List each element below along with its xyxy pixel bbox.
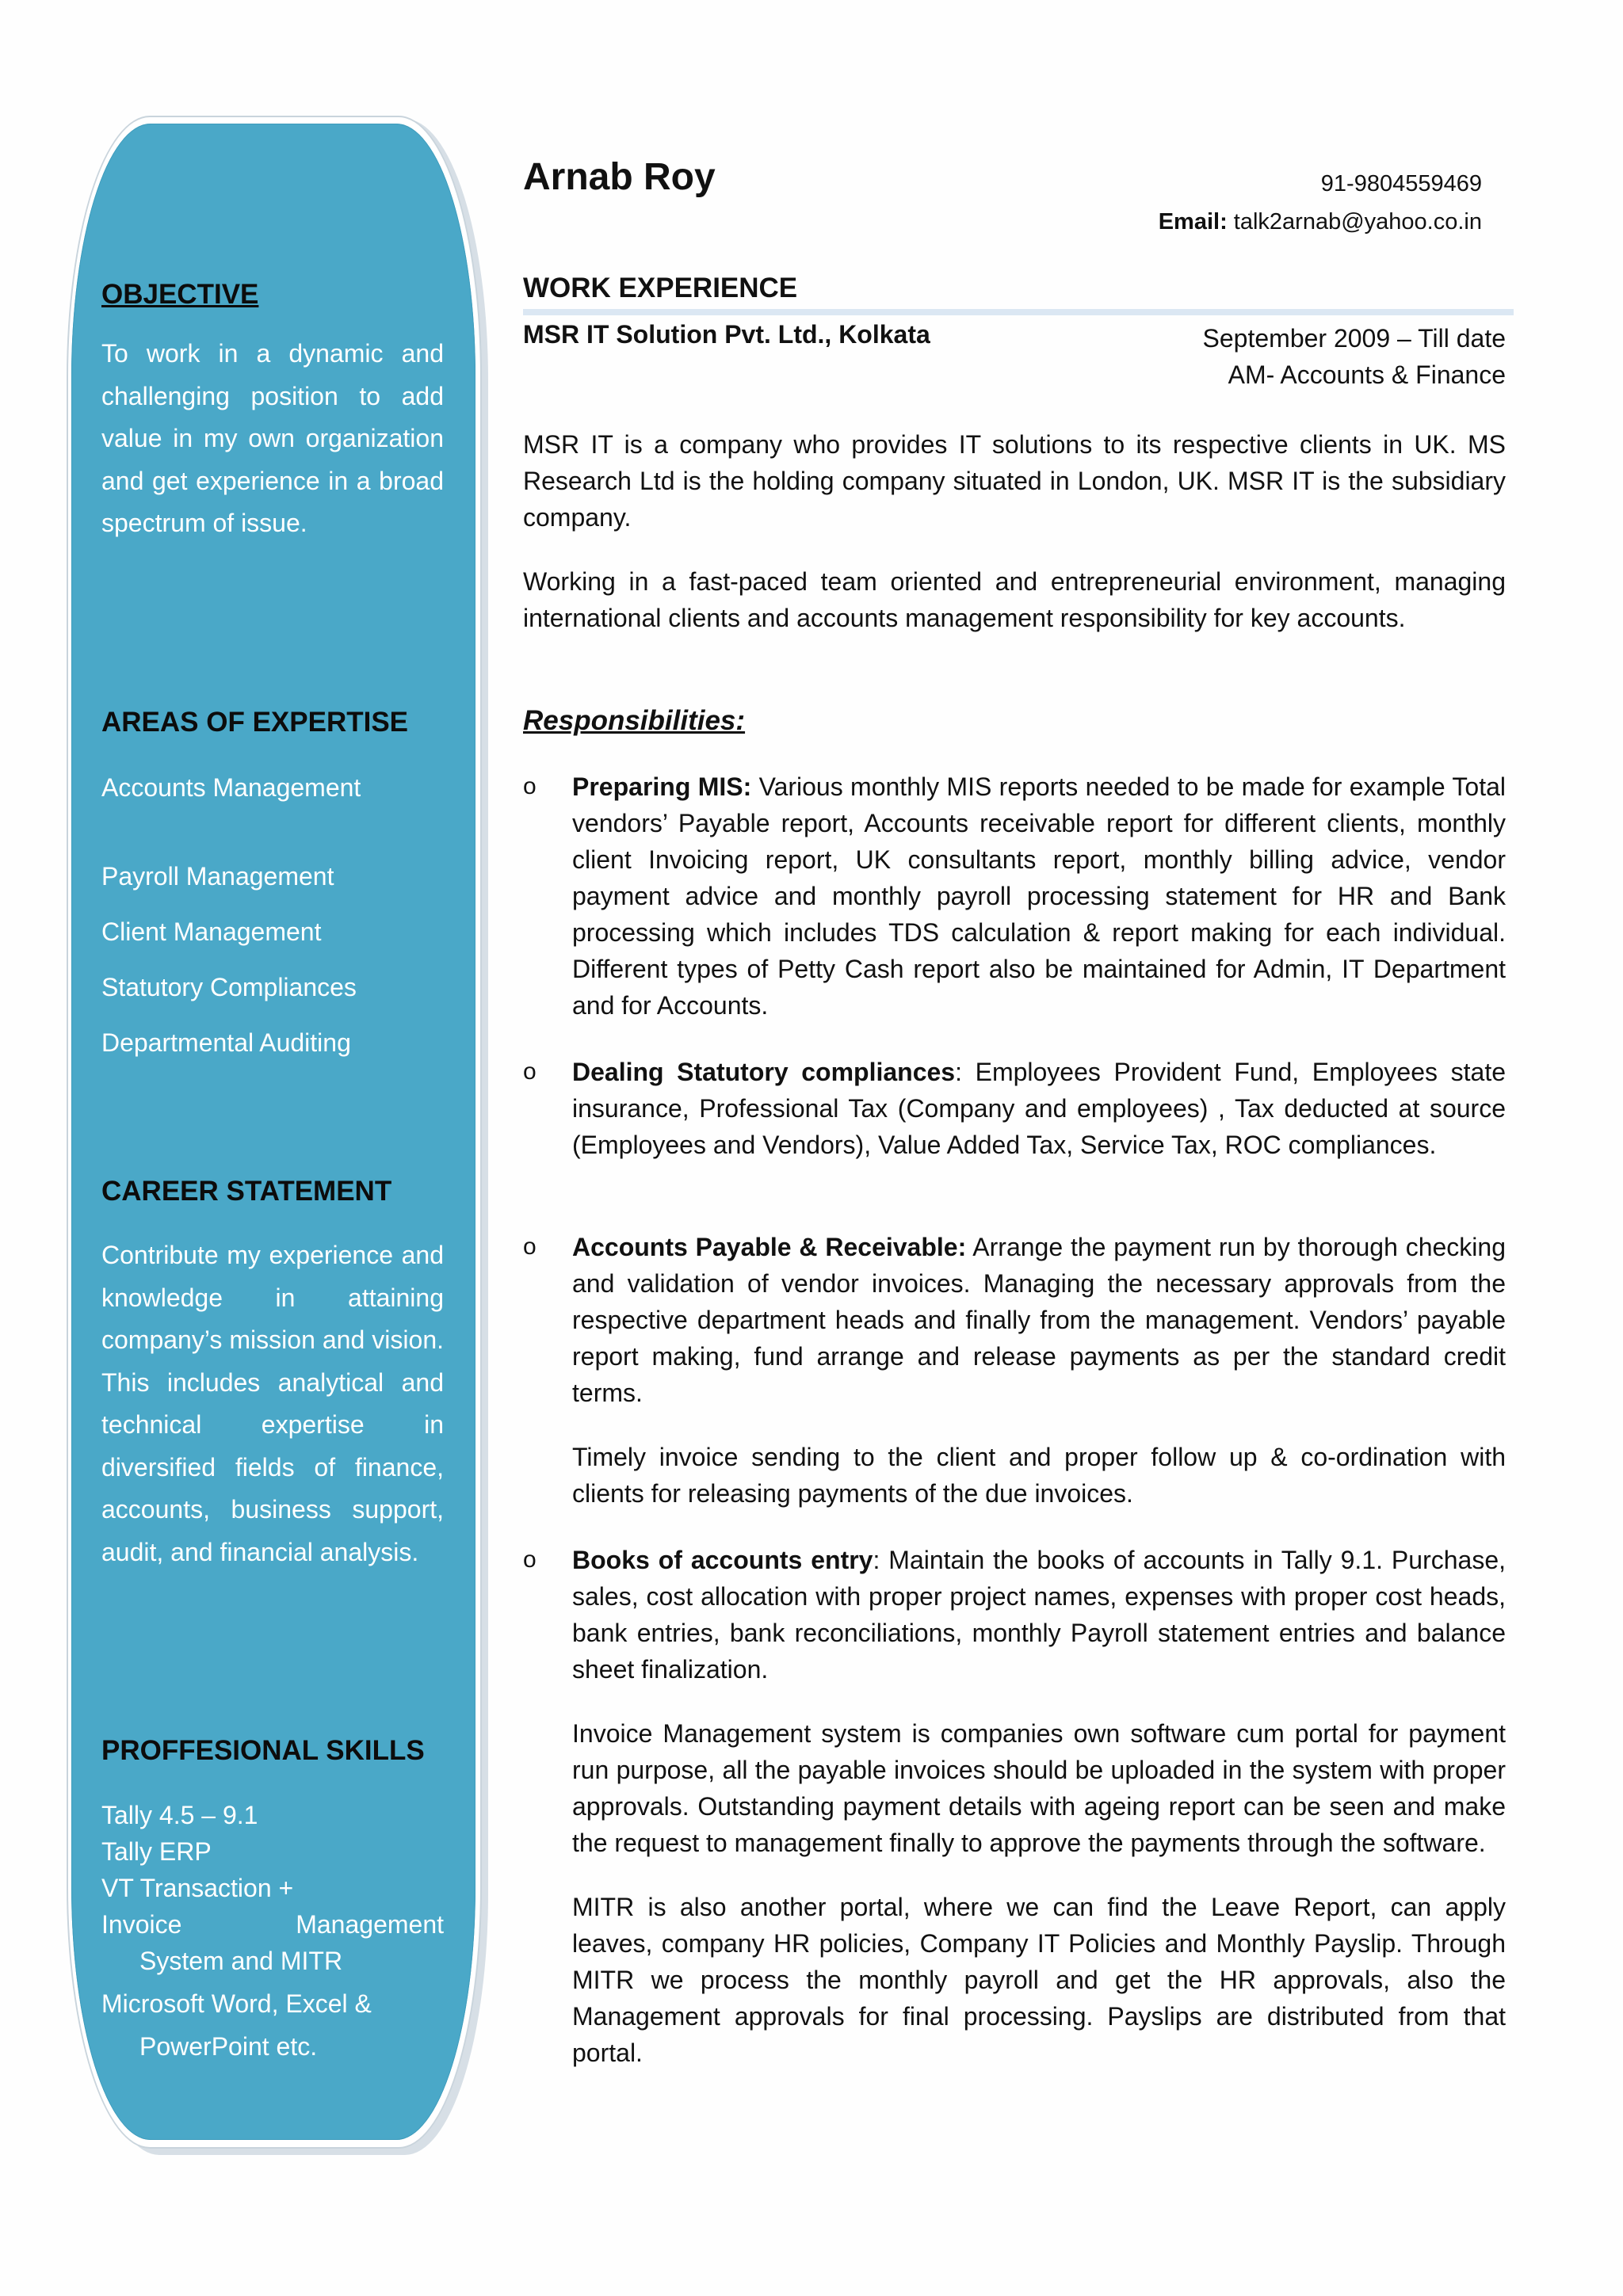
responsibility-extra: MITR is also another portal, where we can find the Leave Report, can apply leaves, company HR policies, Company IT Policies and Monthly Payslip. Through MITR we process the monthly payroll and get the HR approvals, also the Management approvals for final processing. Payslips are distributed from that portal. — [572, 1893, 1506, 2067]
skill-line: System and MITR — [139, 1947, 343, 1975]
career-text: Contribute my experience and knowledge in attaining company’s mission and vision. This includes analytical and technical expertise in diversified fields of finance, accounts, business support, audit, and financial analysis. — [101, 1241, 444, 1566]
bullet-icon: o — [523, 1547, 537, 1573]
responsibility-extra: Invoice Management system is companies own software cum portal for payment run purpose, all the payable invoices should be uploaded in the system with proper approvals. Outstanding payment details with ageing report can be seen and make the request to management finally to approve the payments through the software. — [572, 1719, 1506, 1857]
career-section — [101, 1176, 444, 1573]
work-experience-heading: WORK EXPERIENCE — [523, 273, 798, 303]
skill-line: Microsoft Word, Excel & — [101, 1989, 372, 2018]
skill-line: PowerPoint etc. — [139, 2032, 318, 2061]
company-intro: MSR IT is a company who provides IT solutions to its respective clients in UK. MS Research Ltd is the holding company situated in London, UK. MSR IT is the subsidiary company. — [523, 430, 1506, 532]
skill-word: Management — [296, 1910, 444, 1939]
objective-text: To work in a dynamic and challenging position to add value in my own organization and get experience in a broad spectrum of issue. — [101, 339, 444, 537]
email-label: Email: — [1158, 209, 1228, 235]
responsibilities-heading: Responsibilities: — [523, 705, 746, 736]
work-environment: Working in a fast-paced team oriented and entrepreneurial environment, managing international clients and accounts management responsibility for key accounts. — [523, 567, 1506, 632]
bullet-icon: o — [523, 773, 537, 799]
expertise-item: Accounts Management — [101, 773, 361, 802]
responsibility-text — [572, 1542, 1506, 1688]
skills-section — [101, 1735, 444, 2065]
expertise-heading: AREAS OF EXPERTISE — [101, 707, 409, 738]
skill-line: VT Transaction + — [101, 1874, 294, 1902]
email-address: talk2arnab@yahoo.co.in — [1233, 209, 1482, 235]
responsibility-text — [572, 1229, 1506, 1411]
skills-heading: PROFFESIONAL SKILLS — [101, 1735, 425, 1766]
expertise-item: Payroll Management — [101, 862, 334, 891]
expertise-item: Statutory Compliances — [101, 973, 357, 1001]
skill-line — [101, 1906, 444, 1943]
responsibility-title: Dealing Statutory compliances — [572, 1058, 956, 1086]
section-divider — [523, 309, 1514, 315]
job-period: September 2009 – Till date — [1202, 324, 1506, 353]
career-heading: CAREER STATEMENT — [101, 1176, 392, 1207]
responsibility-extra: Timely invoice sending to the client and proper follow up & co-ordination with clients for releasing payments of the due invoices. — [572, 1443, 1506, 1508]
responsibility-body: Arrange the payment run by thorough checking and validation of vendor invoices. Managing the necessary approvals from the respective department heads and finally from the management. Vendors’ payable report making, fund arrange and release payments as per the standard credit terms. — [572, 1233, 1506, 1407]
responsibility-text — [572, 1054, 1506, 1163]
objective-section — [101, 279, 444, 545]
responsibility-text — [572, 769, 1506, 1024]
responsibility-item — [572, 1229, 1506, 1512]
email-line — [1159, 209, 1482, 235]
responsibility-item — [572, 1054, 1506, 1163]
phone-number: 91-9804559469 — [1320, 171, 1482, 196]
skill-line: Tally 4.5 – 9.1 — [101, 1801, 258, 1829]
job-meta — [1203, 320, 1506, 393]
responsibility-body: : Employees Provident Fund, Employees state insurance, Professional Tax (Company and employees) , Tax deducted at source (Employees and Vendors), Value Added Tax, Service Tax, ROC compliances. — [572, 1058, 1507, 1159]
responsibility-body: Various monthly MIS reports needed to be made for example Total vendors’ Payable report, Accounts receivable report for different clients, monthly client Invoicing report, UK consultants report, monthly billing advice, vendor payment advice and monthly payroll processing statement for HR and Bank processing which includes TDS calculation & report making for each individual. Different types of Petty Cash report also be maintained for Admin, IT Department and for Accounts. — [572, 772, 1507, 1020]
skill-word: Invoice — [101, 1910, 182, 1939]
responsibility-body: : Maintain the books of accounts in Tally 9.1. Purchase, sales, cost allocation with proper project names, expenses with proper cost heads, bank entries, bank reconciliations, monthly Payroll statement entries and balance sheet finalization. — [572, 1546, 1507, 1684]
expertise-item: Departmental Auditing — [101, 1028, 351, 1057]
responsibility-title: Books of accounts entry — [572, 1546, 873, 1574]
objective-heading: OBJECTIVE — [101, 279, 259, 310]
skill-line: Tally ERP — [101, 1837, 212, 1866]
expertise-section — [101, 707, 444, 1058]
responsibility-title: Preparing MIS: — [572, 772, 752, 801]
responsibility-item — [572, 1542, 1506, 2071]
bullet-icon: o — [523, 1234, 537, 1260]
candidate-name: Arnab Roy — [523, 156, 716, 198]
job-role: AM- Accounts & Finance — [1228, 360, 1506, 389]
responsibility-item — [572, 769, 1506, 1024]
expertise-item: Client Management — [101, 917, 322, 946]
company-name: MSR IT Solution Pvt. Ltd., Kolkata — [523, 320, 930, 349]
bullet-icon: o — [523, 1058, 537, 1085]
responsibility-title: Accounts Payable & Receivable: — [572, 1233, 967, 1261]
